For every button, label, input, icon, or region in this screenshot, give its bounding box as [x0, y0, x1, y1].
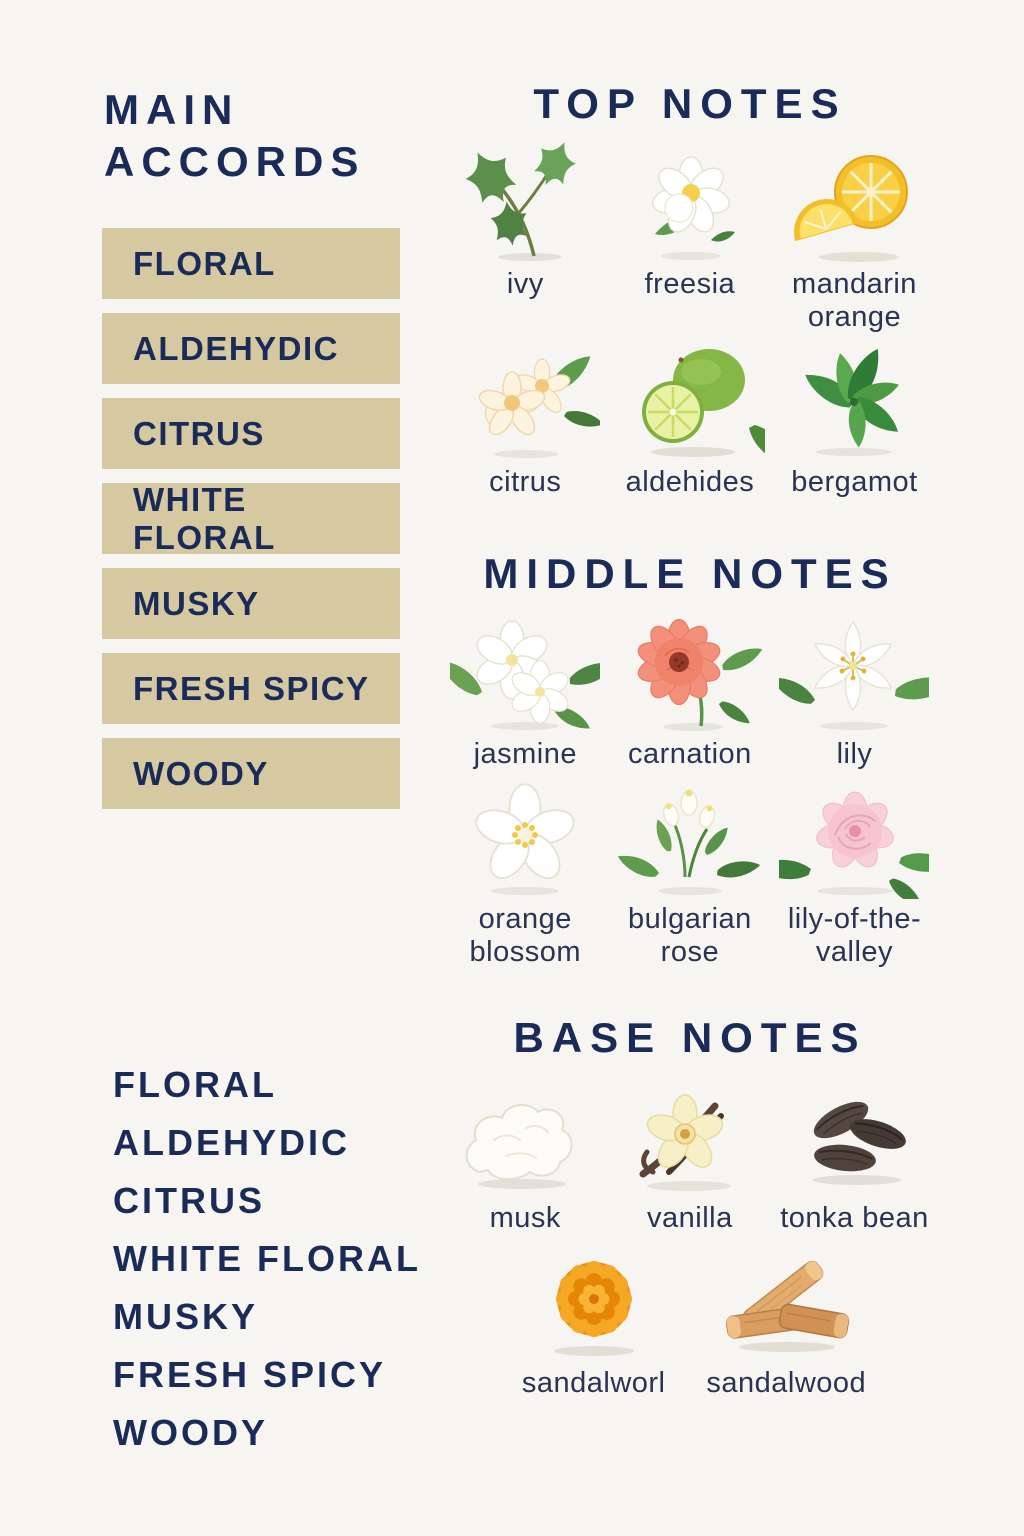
note-label: ivy — [506, 268, 544, 300]
base-notes-title: BASE NOTES — [513, 1014, 867, 1061]
top-notes-row-2 — [443, 334, 937, 499]
middle-notes-row-2 — [443, 771, 937, 969]
pink-rose-icon — [779, 771, 929, 899]
note-item-ivy — [443, 136, 608, 334]
note-item-lily-of-the-valley — [772, 771, 937, 969]
orange-blossom-icon — [450, 771, 600, 899]
accord-button-aldehydic[interactable]: ALDEHYDIC — [102, 313, 400, 384]
musk-icon — [450, 1070, 600, 1198]
marigold-icon — [519, 1235, 669, 1363]
base-notes-row-2 — [443, 1235, 937, 1400]
base-notes-section — [443, 1012, 937, 1400]
base-notes-row-1 — [443, 1070, 937, 1235]
ivy-icon — [450, 136, 600, 264]
accord-button-musky[interactable]: MUSKY — [102, 568, 400, 639]
tonka-bean-icon — [779, 1070, 929, 1198]
note-item-aldehides — [608, 334, 773, 499]
carnation-icon — [615, 606, 765, 734]
note-item-sandalwood — [704, 1235, 869, 1400]
note-item-lily — [772, 606, 937, 771]
note-label: carnation — [627, 738, 752, 770]
accord-button-white-floral[interactable]: WHITE FLORAL — [102, 483, 400, 554]
middle-notes-row-1 — [443, 606, 937, 771]
top-notes-section — [443, 78, 937, 499]
note-label: bulgarian rose — [627, 903, 752, 968]
note-item-tonka-bean — [772, 1070, 937, 1235]
bergamot-leaves-icon — [779, 334, 929, 462]
bulgarian-rose-icon — [615, 771, 765, 899]
sandalwood-sticks-icon — [711, 1235, 861, 1363]
lily-icon — [779, 606, 929, 734]
note-label: sandalwood — [706, 1367, 867, 1399]
note-item-musk — [443, 1070, 608, 1235]
main-accords-button-list — [102, 228, 400, 809]
note-label: mandarin orange — [792, 268, 917, 333]
note-label: aldehides — [625, 466, 755, 498]
top-notes-row-1 — [443, 136, 937, 334]
accords-list-item-musky: MUSKY — [113, 1296, 259, 1337]
note-item-bergamot — [772, 334, 937, 499]
citrus-blossom-icon — [450, 334, 600, 462]
note-label: musk — [489, 1202, 561, 1234]
accords-list-item-aldehydic: ALDEHYDIC — [113, 1122, 351, 1163]
accord-button-floral[interactable]: FLORAL — [102, 228, 400, 299]
accords-list-item-woody: WOODY — [113, 1412, 268, 1453]
vanilla-icon — [615, 1070, 765, 1198]
accords-list-item-citrus: CITRUS — [113, 1180, 265, 1221]
mandarin-orange-icon — [779, 136, 929, 264]
note-label: lily-of-the-valley — [787, 903, 922, 968]
note-label: sandalworl — [521, 1367, 666, 1399]
middle-notes-title: MIDDLE NOTES — [483, 550, 897, 597]
accord-button-fresh-spicy[interactable]: FRESH SPICY — [102, 653, 400, 724]
accords-list-item-fresh-spicy: FRESH SPICY — [113, 1354, 387, 1395]
accord-button-citrus[interactable]: CITRUS — [102, 398, 400, 469]
note-item-citrus — [443, 334, 608, 499]
note-label: jasmine — [473, 738, 578, 770]
accords-list-item-white-floral: WHITE FLORAL — [113, 1238, 421, 1279]
note-label: vanilla — [647, 1202, 733, 1234]
note-label: freesia — [644, 268, 736, 300]
note-label: orange blossom — [469, 903, 582, 968]
note-item-vanilla — [608, 1070, 773, 1235]
note-label: lily — [836, 738, 873, 770]
note-item-freesia — [608, 136, 773, 334]
note-label: bergamot — [791, 466, 918, 498]
middle-notes-section — [443, 548, 937, 969]
note-item-bulgarian-rose — [608, 771, 773, 969]
note-item-carnation — [608, 606, 773, 771]
note-label: citrus — [489, 466, 562, 498]
accords-list-item-floral: FLORAL — [113, 1064, 277, 1105]
top-notes-title: TOP NOTES — [533, 80, 847, 127]
accord-button-woody[interactable]: WOODY — [102, 738, 400, 809]
note-item-mandarin-orange — [772, 136, 937, 334]
note-item-orange-blossom — [443, 771, 608, 969]
lime-icon — [615, 334, 765, 462]
freesia-icon — [615, 136, 765, 264]
note-item-jasmine — [443, 606, 608, 771]
note-label: tonka bean — [780, 1202, 929, 1234]
note-item-sandalworl — [511, 1235, 676, 1400]
accords-text-list — [113, 1056, 421, 1462]
jasmine-icon — [450, 606, 600, 734]
main-accords-title: MAIN ACCORDS — [104, 86, 366, 185]
